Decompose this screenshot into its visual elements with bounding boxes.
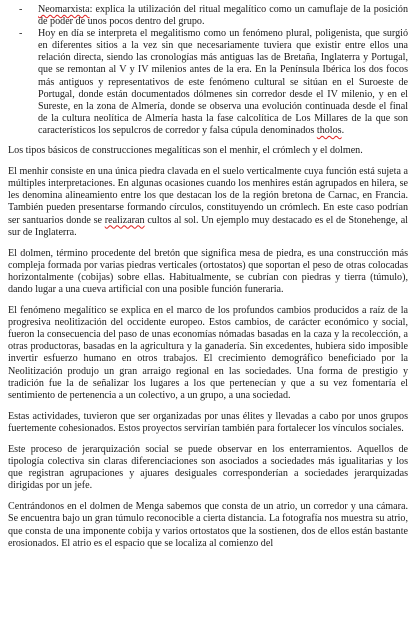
term-neomarxista: Neomarxista xyxy=(38,4,90,15)
paragraph-text-end: cultos al sol. Un ejemplo muy destacado es el de Stonehenge, al sur de Inglaterra. xyxy=(8,214,408,238)
bullet-text-end: . xyxy=(341,124,345,136)
paragraph-fenomeno: El fenómeno megalítico se explica en el marco de los profundos cambios producidos a raíz de la progresiva neolitización del occidente europeo. Estos cambios, de carácter económico y social, fueron la consecuencia del paso de unas economías nómadas basadas en la caza y la recolección, a otras productoras, basadas en la agricultura y la ganadería. Sin excedentes, hubiera sido imposible invertir esfuerzo humano en otros trabajos. El crecimiento demográfico beneficiado por la Neolitización produjo un gran arraigo regional en las sociedades. Una forma de prestigio y tradición fue la de señalizar los lugares a los que pertenecían y que a su vez fomentaría el sentimiento de pertenencia a un colectivo, a un grupo, a una sociedad. xyxy=(8,305,408,401)
bullet-list xyxy=(8,4,408,137)
term-realizaran: realizaran xyxy=(104,214,145,226)
term-tholos: tholos xyxy=(316,124,342,136)
bullet-text: Hoy en día se interpreta el megalitismo como un fenómeno plural, poligenista, que surgió en diferentes sitios a la vez sin que necesariamente tuviera que existir entre ellos una relación directa, siendo las cronologías más antiguas las de Bretaña, Inglaterra y Portugal, que se remontan al V y IV milenios antes de la era. En la Península Ibérica los dos focos más antiguos y representativos de este fenómeno cultural se sitúan en el Suroeste de Portugal, donde están documentados dólmenes sin corredor desde el IV milenio, y en el Sureste, en la zona de Almería, donde se observa una evolución continuada desde el final de la cultura neolítica de Almería hasta la fase calcolítica de Los Millares de la que son característicos los sepulcros de corredor y falsa cúpula denominados xyxy=(38,28,408,136)
paragraph-tipos: Los tipos básicos de construcciones megalíticas son el menhir, el crómlech y el dolmen. xyxy=(8,145,363,157)
bullet-text: : explica la utilización del ritual megalítico como un camuflaje de la posición de poder de unos pocos dentro del grupo. xyxy=(38,4,408,28)
paragraph-menga: Centrándonos en el dolmen de Menga sabemos que consta de un atrio, un corredor y una cámara. Se encuentra bajo un gran túmulo reconocible a cierta distancia. La fotografía nos muestra su atrio, que consta de una imponente cobija y varios ortostatos que la sostienen, dos de ellos están bastante erosionados. El atrio es el espacio que se localiza al comienzo del xyxy=(8,501,408,549)
paragraph-jerarquizacion: Este proceso de jerarquización social se puede observar en los enterramientos. Aquellos de tipología colectiva sin claras diferenciaciones son asociados a sociedades más igualitarias y los que registran agrupaciones y ajuares desiguales corresponderían a sociedades jerarquizadas dirigidas por un jefe. xyxy=(8,444,408,492)
bullet-item-megalitismo xyxy=(8,28,408,137)
paragraph-actividades: Estas actividades, tuvieron que ser organizadas por unas élites y llevadas a cabo por unos grupos fuertemente cohesionados. Estos proyectos servirían también para fortalecer los vínculos sociales. xyxy=(8,410,408,434)
paragraph-menhir xyxy=(8,166,408,239)
bullet-item-neomarxista xyxy=(8,4,408,28)
bullet-dash: - xyxy=(19,28,23,40)
paragraph-dolmen: El dolmen, término procedente del bretón que significa mesa de piedra, es una construcción más compleja formada por varias piedras verticales (ortostatos) que soportan el peso de otras colocadas horizontalmente (cobijas) sobre ellas. Habitualmente, se cubrían con piedras y tierra (túmulo), dando lugar a una cueva artificial con una posible función funeraria. xyxy=(8,247,408,295)
paragraph-text: El menhir consiste en una única piedra clavada en el suelo verticalmente cuya función está sujeta a múltiples interpretaciones. En algunas ocasiones cuando los menhires están agrupados en hilera, se les denomina alineamiento entre los que destacan los de la región bretona de Carnac, en Francia. También pueden presentarse formando círculos, constituyendo un crómlech. En este caso podrían ser santuarios donde se xyxy=(8,166,408,226)
bullet-dash: - xyxy=(19,4,23,15)
